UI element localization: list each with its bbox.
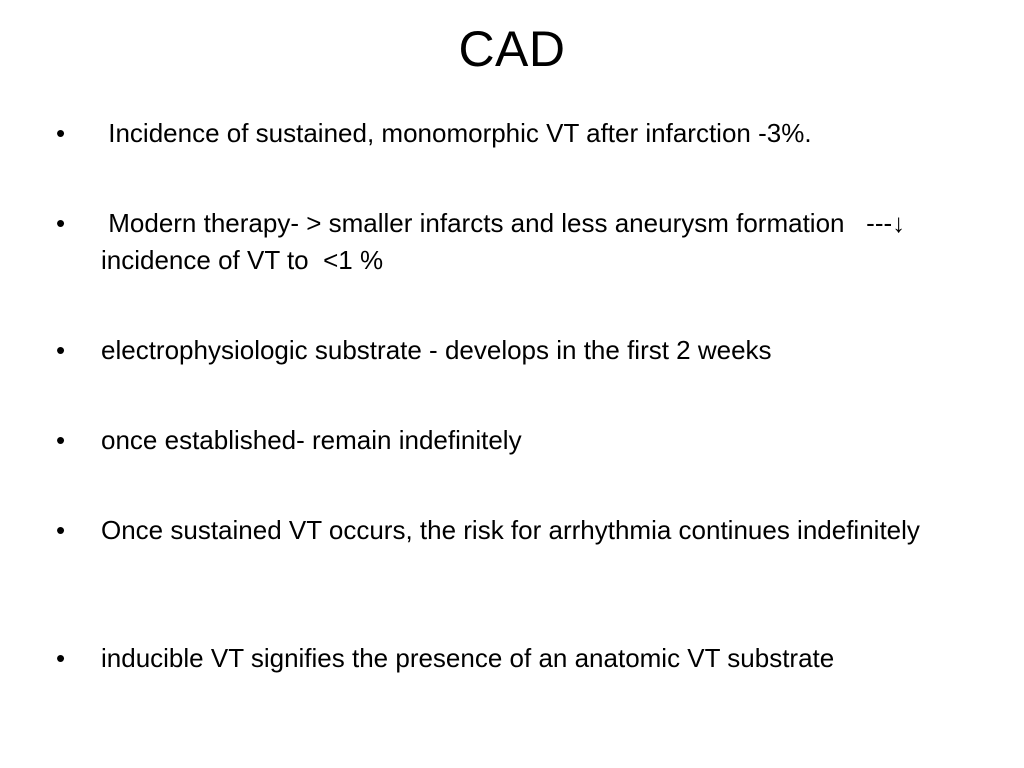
bullet-icon: •: [56, 425, 66, 455]
bullet-text: once established- remain indefinitely: [101, 425, 522, 455]
bullet-text: Incidence of sustained, monomorphic VT after infarction -3%.: [101, 118, 812, 148]
slide-title: CAD: [458, 21, 566, 77]
bullet-icon: •: [56, 335, 66, 365]
bullet-item: [56, 512, 956, 549]
bullet-icon: •: [56, 118, 66, 148]
bullet-text: Once sustained VT occurs, the risk for arrhythmia continues indefinitely: [101, 515, 920, 545]
bullet-text: inducible VT signifies the presence of an anatomic VT substrate: [101, 643, 835, 673]
bullet-item: [56, 422, 956, 459]
bullet-item: [56, 115, 956, 152]
bullet-icon: •: [56, 643, 66, 673]
bullet-item: [56, 205, 956, 279]
bullet-text: electrophysiologic substrate - develops in the first 2 weeks: [101, 335, 772, 365]
bullet-text: Modern therapy- > smaller infarcts and less aneurysm formation ---↓ incidence of VT to <1 %: [101, 208, 913, 275]
bullet-icon: •: [56, 515, 66, 545]
bullet-item: [56, 332, 956, 369]
bullet-item: [56, 640, 956, 677]
bullet-icon: •: [56, 208, 66, 238]
